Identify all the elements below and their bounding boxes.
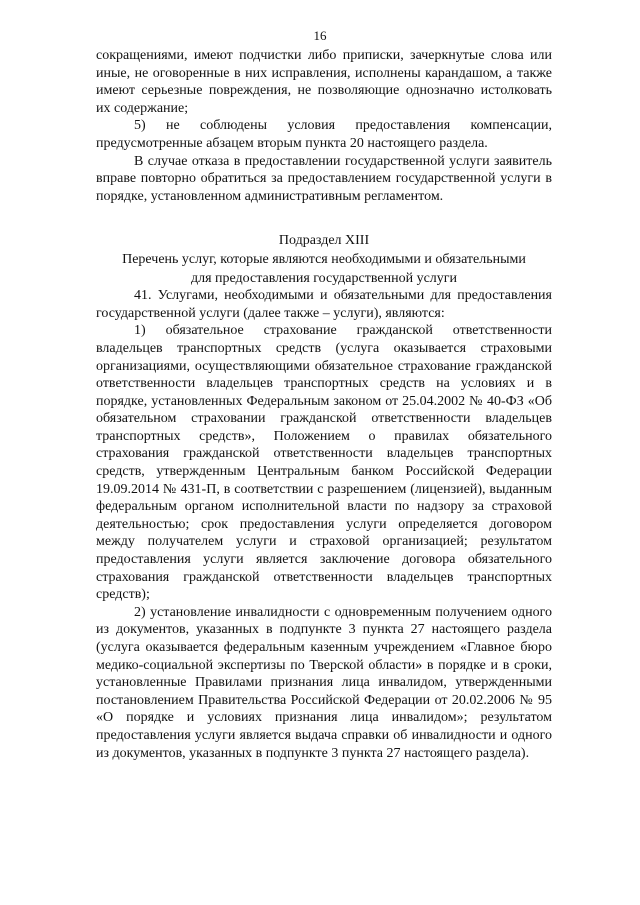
list-item-2: 2) установление инвалидности с одновременным получением одного из документов, указанных в подпункте 3 пункта 27 настоящего раздела (услуга оказывается федеральным казенным учреждением «Главное бюро медико-социальной экспертизы по Тверской области» в порядке и в сроки, установленные Правилами признания лица инвалидом, утвержденными постановлением Правительства Российской Федерации от 20.02.2006 № 95 «О порядке и условиях признания лица инвалидом»; результатом предоставления услуги является выдача справки об инвалидности и одного из документов, указанных в подпункте 3 пункта 27 настоящего раздела). <box>96 604 552 761</box>
paragraph-refusal: В случае отказа в предоставлении государственной услуги заявитель вправе повторно обратиться за предоставлением государственной услуги в порядке, установленном административным регламентом. <box>96 153 552 204</box>
paragraph-41: 41. Услугами, необходимыми и обязательными для предоставления государственной услуги (далее также – услуги), являются: <box>96 288 552 321</box>
section-heading <box>96 232 552 287</box>
document-text <box>96 47 552 762</box>
paragraph-continuation: сокращениями, имеют подчистки либо приписки, зачеркнутые слова или иные, не оговоренные в них исправления, исполнены карандашом, а также имеют серьезные повреждения, не позволяющие однозначно истолковать их содержание; <box>96 48 552 116</box>
section-title-line-1: Перечень услуг, которые являются необходимыми и обязательными <box>122 251 526 267</box>
section-title-line-2: для предоставления государственной услуги <box>190 270 458 286</box>
list-item-1: 1) обязательное страхование гражданской ответственности владельцев транспортных средств (услуга оказывается страховыми организациями, осуществляющими обязательное страхование гражданской ответственности владельцев транспортных средств на условиях и в порядке, установленных Федеральным законом от 25.04.2002 № 40-ФЗ «Об обязательном страховании гражданской ответственности владельцев транспортных средств», Положением о правилах обязательного страхования гражданской ответственности владельцев транспортных средств, утвержденным Центральным банком Российской Федерации 19.09.2014 № 431-П, в соответствии с разрешением (лицензией), выданным федеральным органом исполнительной власти по надзору за страховой деятельностью; срок предоставления услуги определяется договором между получателем услуги и страховой организацией; результатом предоставления услуги является заключение договора обязательного страхования гражданской ответственности владельцев транспортных средств); <box>96 323 552 603</box>
list-item-5: 5) не соблюдены условия предоставления компенсации, предусмотренные абзацем вторым пункта 20 настоящего раздела. <box>96 118 552 151</box>
subsection-label: Подраздел XIII <box>278 233 370 249</box>
page-number: 16 <box>313 28 327 43</box>
